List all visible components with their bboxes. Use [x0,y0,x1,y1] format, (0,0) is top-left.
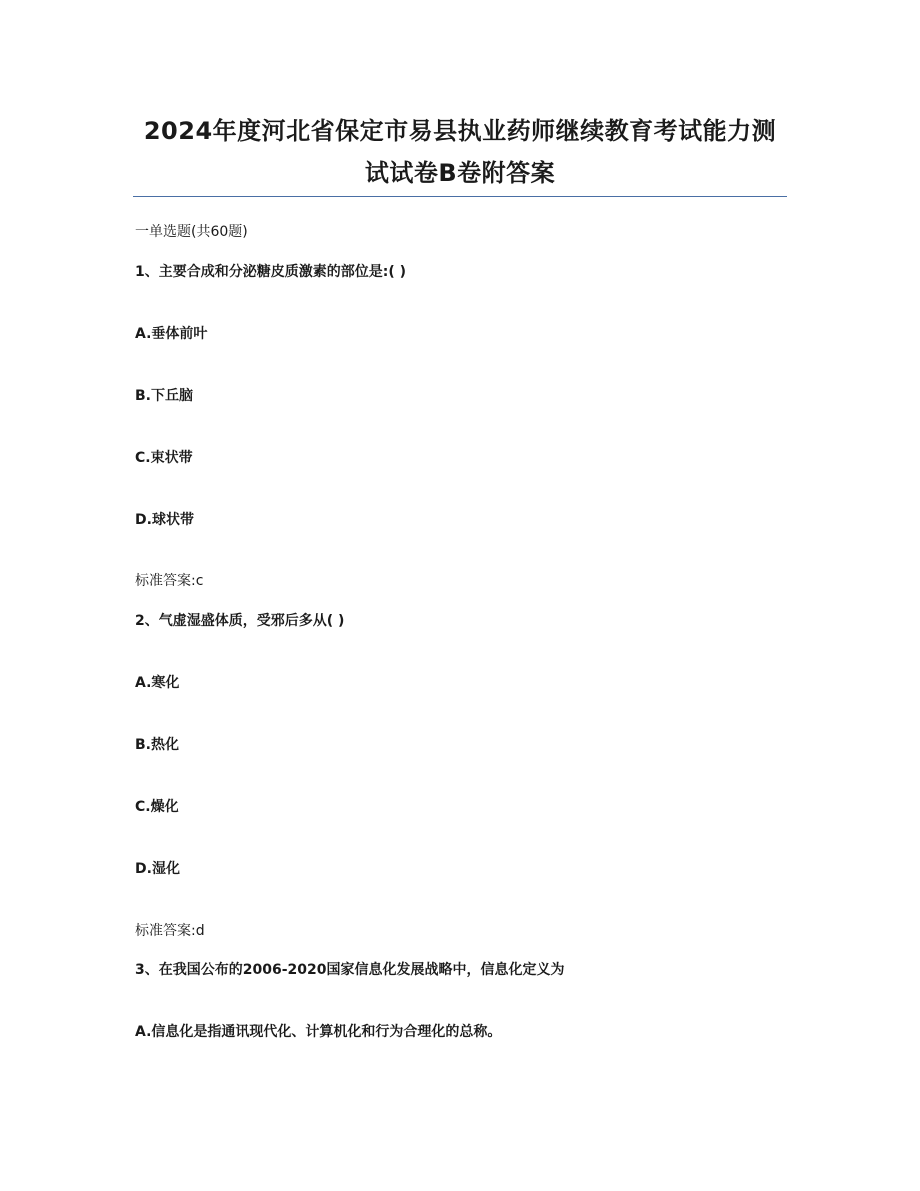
question-2-option-b: B.热化 [135,737,179,753]
title-divider [133,196,787,197]
question-1-option-a: A.垂体前叶 [135,326,208,342]
question-3: 3、在我国公布的2006-2020国家信息化发展战略中，信息化定义为 [135,962,565,978]
question-2-option-d: D.湿化 [135,861,180,877]
question-1-option-b: B.下丘脑 [135,388,193,404]
question-2: 2、气虚湿盛体质，受邪后多从( ) [135,613,345,629]
question-2-option-c: C.燥化 [135,799,179,815]
question-1-option-d: D.球状带 [135,512,194,528]
section-header: 一单选题(共60题) [135,224,248,240]
question-2-option-a: A.寒化 [135,675,180,691]
question-1-option-c: C.束状带 [135,450,193,466]
question-1-answer: 标准答案:c [135,573,204,589]
question-1: 1、主要合成和分泌糖皮质激素的部位是:( ) [135,264,407,280]
document-title [120,110,800,194]
question-2-answer: 标准答案:d [135,923,205,939]
title-line-1: 2024年度河北省保定市易县执业药师继续教育考试能力测 [143,117,777,145]
title-line-2: 试试卷B卷附答案 [364,159,556,187]
question-3-option-a: A.信息化是指通讯现代化、计算机化和行为合理化的总称。 [135,1024,502,1040]
